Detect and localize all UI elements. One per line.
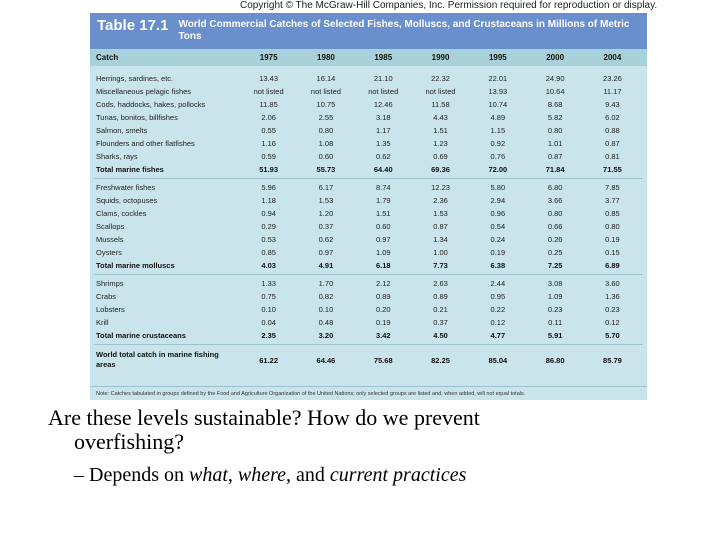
- row-value: 69.36: [431, 165, 450, 174]
- row-value: 3.42: [375, 331, 391, 340]
- row-value: 1.01: [547, 139, 563, 148]
- row-value: 6.02: [605, 113, 620, 122]
- row-value: 23.26: [603, 74, 622, 83]
- row-value: 0.75: [261, 292, 276, 301]
- row-value: 0.95: [490, 292, 506, 301]
- row-label: Clams, cockles: [96, 209, 147, 218]
- table-total-row: [90, 329, 647, 342]
- sub-current: current practices: [329, 464, 467, 486]
- row-value: 2.12: [375, 279, 391, 288]
- table-row: [90, 150, 647, 163]
- row-label: Sharks, rays: [96, 152, 138, 161]
- sub-prefix: – Depends on: [74, 464, 189, 486]
- row-value: 1.53: [318, 196, 334, 205]
- row-value: 1.16: [261, 139, 276, 148]
- row-value: 71.55: [603, 165, 622, 174]
- row-label: Total marine crustaceans: [96, 331, 186, 340]
- row-value: 5.82: [547, 113, 563, 122]
- table-row: [90, 194, 647, 207]
- table-title-bar: [90, 13, 647, 49]
- row-value: 22.01: [488, 74, 508, 83]
- answer-subpoint: [74, 464, 466, 487]
- row-value: 11.17: [603, 87, 622, 96]
- row-value: 85.79: [603, 355, 622, 365]
- row-value: 51.93: [259, 165, 279, 174]
- sub-what: what: [188, 464, 228, 486]
- row-value: 0.48: [318, 318, 334, 327]
- row-label: Flounders and other flatfishes: [96, 139, 195, 148]
- row-value: 1.18: [261, 196, 276, 205]
- row-value: 0.66: [547, 222, 563, 231]
- row-value: 0.23: [547, 305, 563, 314]
- row-value: 85.04: [488, 355, 508, 365]
- row-value: 0.89: [375, 292, 391, 301]
- row-value: 0.23: [605, 305, 620, 314]
- row-value: 13.43: [259, 74, 279, 83]
- row-value: 5.70: [605, 331, 620, 340]
- row-value: 0.10: [318, 305, 334, 314]
- row-value: 0.29: [261, 222, 276, 231]
- row-value: 0.87: [605, 139, 620, 148]
- copyright-notice: Copyright © The McGraw-Hill Companies, Inc. Permission required for reproduction or display.: [240, 0, 658, 11]
- row-value: 22.32: [431, 74, 450, 83]
- row-value: 0.69: [433, 152, 448, 161]
- row-label: Tunas, bonitos, billfishes: [96, 113, 178, 122]
- row-value: 0.80: [547, 209, 563, 218]
- row-value: 0.80: [547, 126, 563, 135]
- row-value: 3.08: [547, 279, 563, 288]
- row-value: 2.35: [261, 331, 276, 340]
- row-value: 0.11: [548, 318, 563, 327]
- row-value: 0.53: [261, 235, 276, 244]
- row-value: 86.80: [545, 355, 565, 365]
- row-value: 6.38: [490, 261, 506, 270]
- table-row: [90, 124, 647, 137]
- header-year: 1975: [259, 53, 278, 62]
- row-value: 0.55: [261, 126, 276, 135]
- row-value: 1.08: [318, 139, 334, 148]
- row-value: 64.40: [373, 165, 393, 174]
- row-value: 0.15: [605, 248, 620, 257]
- question-line-2: overfishing?: [74, 429, 184, 454]
- row-value: not listed: [368, 87, 399, 96]
- row-value: 0.21: [433, 305, 448, 314]
- row-value: 3.18: [375, 113, 391, 122]
- row-value: 0.04: [261, 318, 276, 327]
- row-value: 6.89: [605, 261, 620, 270]
- row-value: 0.89: [433, 292, 448, 301]
- row-label: Shrimps: [96, 279, 124, 288]
- row-value: 2.44: [490, 279, 506, 288]
- row-value: 1.53: [433, 209, 448, 218]
- row-value: 7.25: [547, 261, 563, 270]
- row-value: 24.90: [545, 74, 565, 83]
- row-value: 6.18: [375, 261, 391, 270]
- row-value: 1.09: [547, 292, 563, 301]
- header-year: 2004: [603, 53, 622, 62]
- row-value: 0.87: [547, 152, 563, 161]
- row-value: not listed: [310, 87, 341, 96]
- row-label: Krill: [96, 318, 109, 327]
- row-value: 11.58: [431, 100, 450, 109]
- row-value: 0.22: [490, 305, 506, 314]
- row-value: 64.46: [316, 355, 336, 365]
- row-value: 0.60: [375, 222, 391, 231]
- row-value: 7.85: [605, 183, 620, 192]
- row-value: 0.80: [605, 222, 620, 231]
- table-row: [90, 290, 647, 303]
- world-total-row: [90, 347, 647, 373]
- row-value: 4.50: [433, 331, 448, 340]
- row-label: Crabs: [96, 292, 117, 301]
- row-label: Cods, haddocks, hakes, pollocks: [96, 100, 206, 109]
- header-year: 1980: [317, 53, 335, 62]
- row-value: 3.20: [318, 331, 334, 340]
- row-value: 2.63: [433, 279, 448, 288]
- row-value: 0.97: [318, 248, 334, 257]
- row-value: 12.46: [373, 100, 393, 109]
- row-value: 0.24: [490, 235, 506, 244]
- row-value: 1.79: [375, 196, 391, 205]
- row-value: 0.97: [375, 235, 391, 244]
- row-value: 0.12: [605, 318, 620, 327]
- row-value: 1.70: [318, 279, 334, 288]
- table-row: [90, 137, 647, 150]
- row-value: 4.89: [490, 113, 506, 122]
- table-row: [90, 277, 647, 290]
- row-value: 61.22: [259, 355, 279, 365]
- row-value: 75.68: [373, 355, 393, 365]
- row-value: 4.91: [318, 261, 334, 270]
- row-label: Total marine fishes: [96, 165, 164, 174]
- row-value: 1.51: [375, 209, 391, 218]
- table-body: [90, 66, 647, 373]
- table-row: [90, 181, 647, 194]
- row-value: not listed: [253, 87, 284, 96]
- row-value: 2.06: [261, 113, 276, 122]
- row-value: not listed: [425, 87, 456, 96]
- row-value: 0.81: [605, 152, 620, 161]
- row-value: 72.00: [488, 165, 508, 174]
- row-value: 0.85: [261, 248, 276, 257]
- row-value: 82.25: [431, 355, 450, 365]
- row-value: 21.10: [373, 74, 393, 83]
- row-value: 0.19: [490, 248, 506, 257]
- row-value: 10.74: [488, 100, 508, 109]
- row-value: 0.60: [318, 152, 334, 161]
- table-row: [90, 85, 647, 98]
- row-value: 55.73: [316, 165, 336, 174]
- row-value: 4.77: [490, 331, 506, 340]
- row-value: 16.14: [316, 74, 336, 83]
- row-value: 0.19: [605, 235, 620, 244]
- table-total-row: [90, 259, 647, 272]
- row-value: 5.80: [490, 183, 506, 192]
- row-value: 10.64: [545, 87, 565, 96]
- row-value: 3.77: [605, 196, 620, 205]
- row-label: Salmon, smelts: [96, 126, 148, 135]
- row-value: 3.66: [547, 196, 563, 205]
- row-value: 0.87: [433, 222, 448, 231]
- table-row: [90, 98, 647, 111]
- row-value: 2.55: [318, 113, 334, 122]
- row-value: 4.03: [261, 261, 276, 270]
- row-value: 0.76: [490, 152, 506, 161]
- row-label: Herrings, sardines, etc.: [96, 74, 174, 83]
- table-title: World Commercial Catches of Selected Fishes, Molluscs, and Crustaceans in Millions of Metric Tons: [178, 19, 630, 42]
- row-value: 0.12: [490, 318, 506, 327]
- question-line-1: Are these levels sustainable? How do we prevent: [48, 405, 480, 430]
- row-label: Scallops: [96, 222, 125, 231]
- sub-comma: ,: [227, 464, 238, 486]
- row-value: 11.85: [259, 100, 278, 109]
- row-label: Squids, octopuses: [96, 196, 158, 205]
- row-value: 0.54: [490, 222, 506, 231]
- row-value: 0.85: [605, 209, 620, 218]
- row-value: 0.88: [605, 126, 620, 135]
- table-row: [90, 246, 647, 259]
- sub-where: where: [237, 464, 287, 486]
- table-total-row: [90, 163, 647, 176]
- row-value: 71.84: [545, 165, 565, 174]
- row-value: 1.00: [433, 248, 448, 257]
- table-row: [90, 72, 647, 85]
- header-year: 1985: [374, 53, 393, 62]
- row-label: Freshwater fishes: [96, 183, 156, 192]
- row-value: 0.37: [318, 222, 334, 231]
- row-value: 6.17: [318, 183, 334, 192]
- row-value: 9.43: [605, 100, 620, 109]
- row-value: 0.82: [318, 292, 334, 301]
- row-value: 5.91: [547, 331, 563, 340]
- row-value: 1.33: [261, 279, 276, 288]
- row-value: 0.20: [375, 305, 391, 314]
- header-year: 1990: [431, 53, 450, 62]
- row-value: 12.23: [431, 183, 450, 192]
- row-label: World total catch in marine fishing areas: [96, 350, 219, 369]
- table-row: [90, 303, 647, 316]
- row-value: 13.93: [488, 87, 508, 96]
- row-value: 0.94: [261, 209, 276, 218]
- row-label: Total marine molluscs: [96, 261, 175, 270]
- row-value: 8.74: [375, 183, 391, 192]
- row-value: 2.94: [490, 196, 506, 205]
- row-value: 0.37: [433, 318, 448, 327]
- row-value: 5.96: [261, 183, 276, 192]
- row-label: Oysters: [96, 248, 122, 257]
- table-number: Table 17.1: [97, 17, 169, 34]
- row-value: 0.62: [318, 235, 334, 244]
- table-row: [90, 233, 647, 246]
- row-value: 0.26: [547, 235, 563, 244]
- row-value: 1.17: [375, 126, 391, 135]
- row-value: 0.10: [261, 305, 276, 314]
- row-value: 2.36: [433, 196, 448, 205]
- row-value: 0.59: [261, 152, 276, 161]
- row-value: 1.35: [375, 139, 391, 148]
- row-label: Lobsters: [96, 305, 125, 314]
- row-value: 7.73: [433, 261, 448, 270]
- row-value: 10.75: [316, 100, 336, 109]
- row-value: 0.80: [318, 126, 334, 135]
- row-value: 4.43: [433, 113, 448, 122]
- fish-catch-table: [90, 13, 647, 400]
- table-note: Note: Catches tabulated in groups defined by the Food and Agriculture Organization of the United Nations; only selected groups are listed and, when added, will not equal totals.: [90, 386, 647, 400]
- row-label: Miscellaneous pelagic fishes: [96, 87, 192, 96]
- header-catch: Catch: [96, 53, 119, 62]
- table-row: [90, 207, 647, 220]
- header-year: 2000: [546, 53, 565, 62]
- row-value: 1.36: [605, 292, 620, 301]
- table-row: [90, 220, 647, 233]
- question-text: [48, 406, 688, 454]
- row-value: 1.15: [490, 126, 506, 135]
- row-label: Mussels: [96, 235, 124, 244]
- row-value: 0.19: [375, 318, 391, 327]
- row-value: 1.34: [433, 235, 448, 244]
- row-value: 0.96: [490, 209, 506, 218]
- row-value: 1.20: [318, 209, 334, 218]
- row-value: 1.51: [433, 126, 448, 135]
- row-value: 1.23: [433, 139, 448, 148]
- row-value: 0.62: [375, 152, 391, 161]
- sub-and: , and: [286, 464, 330, 486]
- row-value: 8.68: [547, 100, 563, 109]
- row-value: 1.09: [375, 248, 391, 257]
- row-value: 6.80: [547, 183, 563, 192]
- table-row: [90, 111, 647, 124]
- table-header: [90, 49, 647, 66]
- table-row: [90, 316, 647, 329]
- row-value: 0.92: [490, 139, 506, 148]
- row-value: 3.60: [605, 279, 620, 288]
- header-year: 1995: [488, 53, 507, 62]
- row-value: 0.25: [547, 248, 563, 257]
